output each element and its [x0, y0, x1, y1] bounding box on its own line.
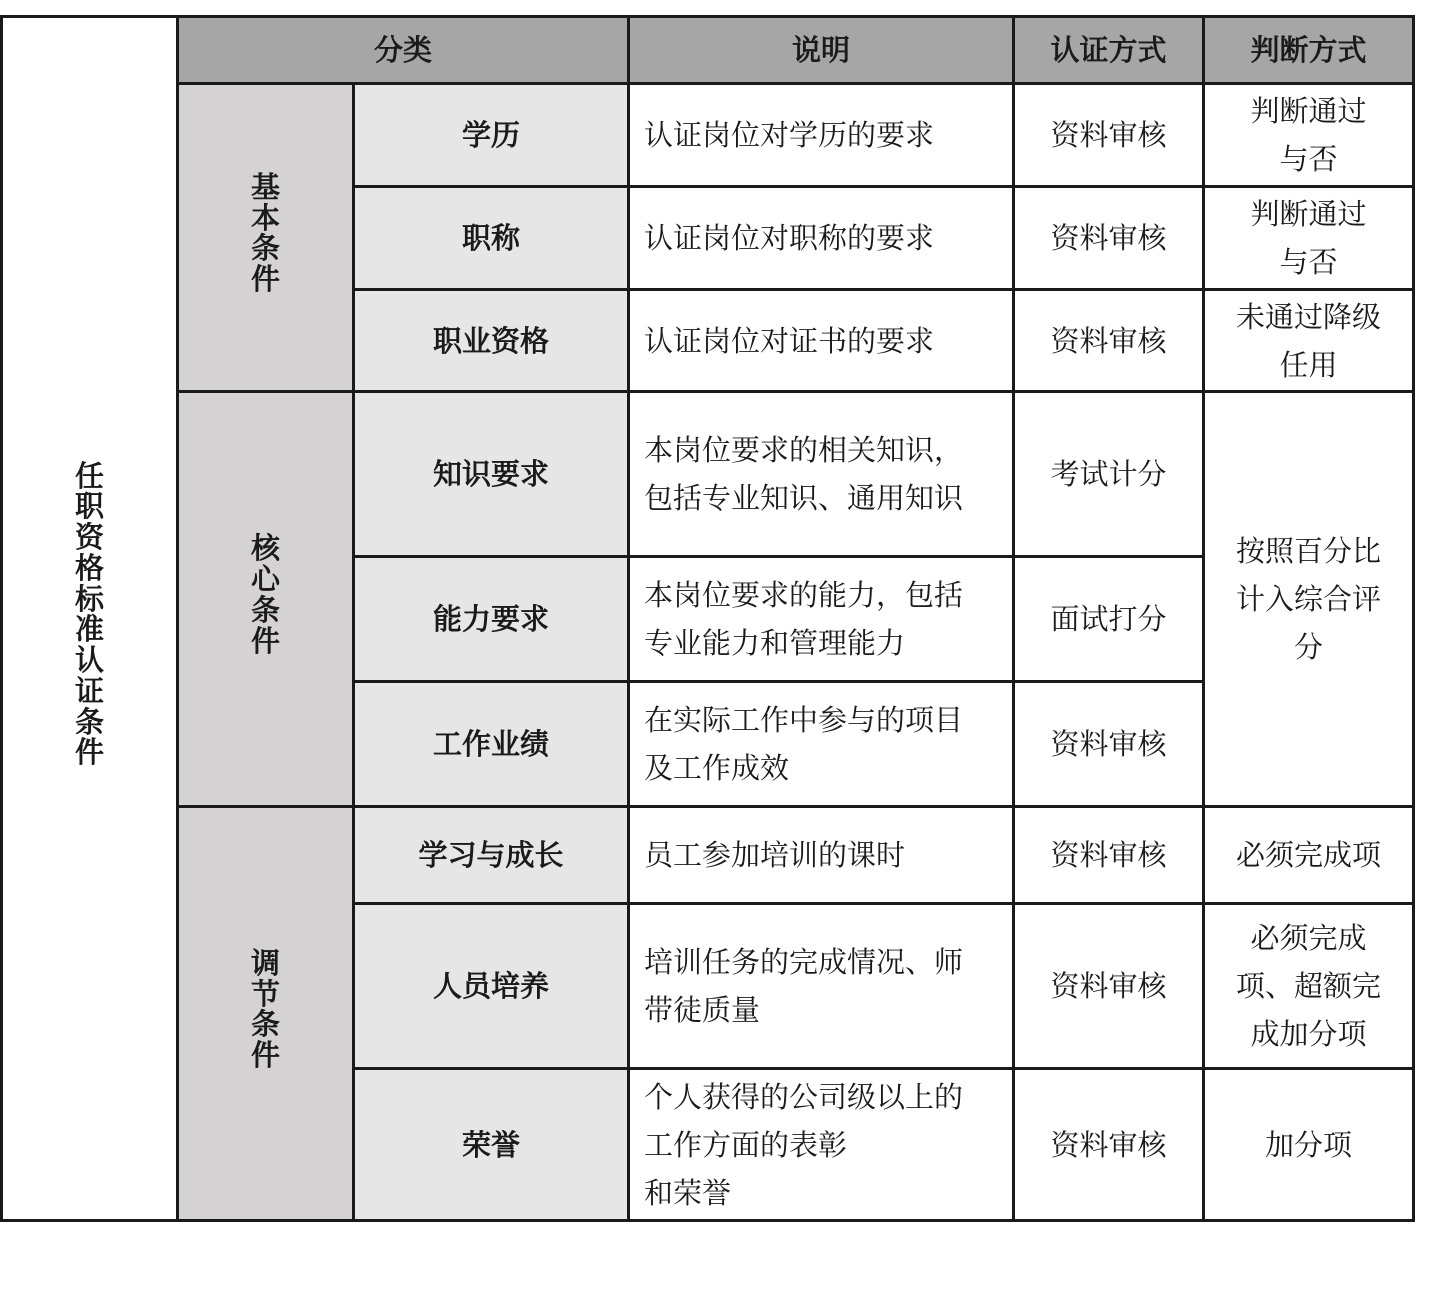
- table-row: [2, 392, 1414, 557]
- judge-cell: 必须完成项: [1204, 807, 1414, 904]
- table-title: 任职资格标准认证条件: [74, 458, 104, 770]
- judge-text: 判断通过与否: [1250, 197, 1367, 279]
- method-cell: 资料审核: [1014, 904, 1204, 1069]
- desc-cell: 认证岗位对证书的要求: [629, 290, 1014, 392]
- judge-text: 判断通过与否: [1250, 94, 1367, 176]
- group-adjust: [178, 807, 354, 1221]
- desc-line: 和荣誉: [644, 1175, 732, 1210]
- header-category: 分类: [178, 17, 629, 84]
- desc-cell: [629, 904, 1014, 1069]
- desc-line: 工作方面的表彰: [644, 1127, 848, 1162]
- header-description: 说明: [629, 17, 1014, 84]
- desc-cell: [629, 557, 1014, 682]
- desc-cell: 员工参加培训的课时: [629, 807, 1014, 904]
- group-core: [178, 392, 354, 807]
- item-cell: 职称: [354, 187, 629, 290]
- desc-cell: [629, 392, 1014, 557]
- judge-cell: [1204, 187, 1414, 290]
- group-label: 核心条件: [250, 531, 280, 658]
- method-cell: 资料审核: [1014, 1069, 1204, 1221]
- desc-cell: [629, 682, 1014, 807]
- method-cell: 面试打分: [1014, 557, 1204, 682]
- method-cell: 资料审核: [1014, 290, 1204, 392]
- desc-text: 本岗位要求的能力，包括专业能力和管理能力: [644, 578, 964, 660]
- certification-table: [0, 15, 1415, 1222]
- judge-cell: [1204, 84, 1414, 187]
- judge-cell: [1204, 904, 1414, 1069]
- header-judge-method: 判断方式: [1204, 17, 1414, 84]
- item-cell: 学习与成长: [354, 807, 629, 904]
- method-cell: 资料审核: [1014, 807, 1204, 904]
- group-basic: [178, 84, 354, 392]
- item-cell: 职业资格: [354, 290, 629, 392]
- judge-text: 按照百分比计入综合评分: [1236, 534, 1382, 664]
- item-cell: 荣誉: [354, 1069, 629, 1221]
- table-row: [2, 807, 1414, 904]
- judge-cell: 加分项: [1204, 1069, 1414, 1221]
- item-cell: 工作业绩: [354, 682, 629, 807]
- item-cell: 人员培养: [354, 904, 629, 1069]
- item-cell: 知识要求: [354, 392, 629, 557]
- header-row: [2, 17, 1414, 84]
- group-label: 调节条件: [250, 945, 280, 1073]
- desc-text: 在实际工作中参与的项目及工作成效: [644, 703, 964, 785]
- table-row: [2, 84, 1414, 187]
- item-cell: 学历: [354, 84, 629, 187]
- method-cell: 考试计分: [1014, 392, 1204, 557]
- table-title-cell: [2, 17, 178, 1221]
- desc-line: 个人获得的公司级以上的: [644, 1079, 964, 1114]
- item-cell: 能力要求: [354, 557, 629, 682]
- method-cell: 资料审核: [1014, 84, 1204, 187]
- method-cell: 资料审核: [1014, 187, 1204, 290]
- desc-text: 培训任务的完成情况、师带徒质量: [644, 945, 964, 1027]
- desc-cell: 认证岗位对学历的要求: [629, 84, 1014, 187]
- judge-cell-shared: [1204, 392, 1414, 807]
- method-cell: 资料审核: [1014, 682, 1204, 807]
- desc-text: 本岗位要求的相关知识，包括专业知识、通用知识: [644, 433, 964, 515]
- desc-cell: 认证岗位对职称的要求: [629, 187, 1014, 290]
- judge-text: 未通过降级任用: [1236, 299, 1382, 382]
- group-label: 基本条件: [250, 169, 280, 297]
- desc-cell: [629, 1069, 1014, 1221]
- judge-text: 必须完成项、超额完成加分项: [1236, 921, 1382, 1051]
- judge-cell: [1204, 290, 1414, 392]
- header-cert-method: 认证方式: [1014, 17, 1204, 84]
